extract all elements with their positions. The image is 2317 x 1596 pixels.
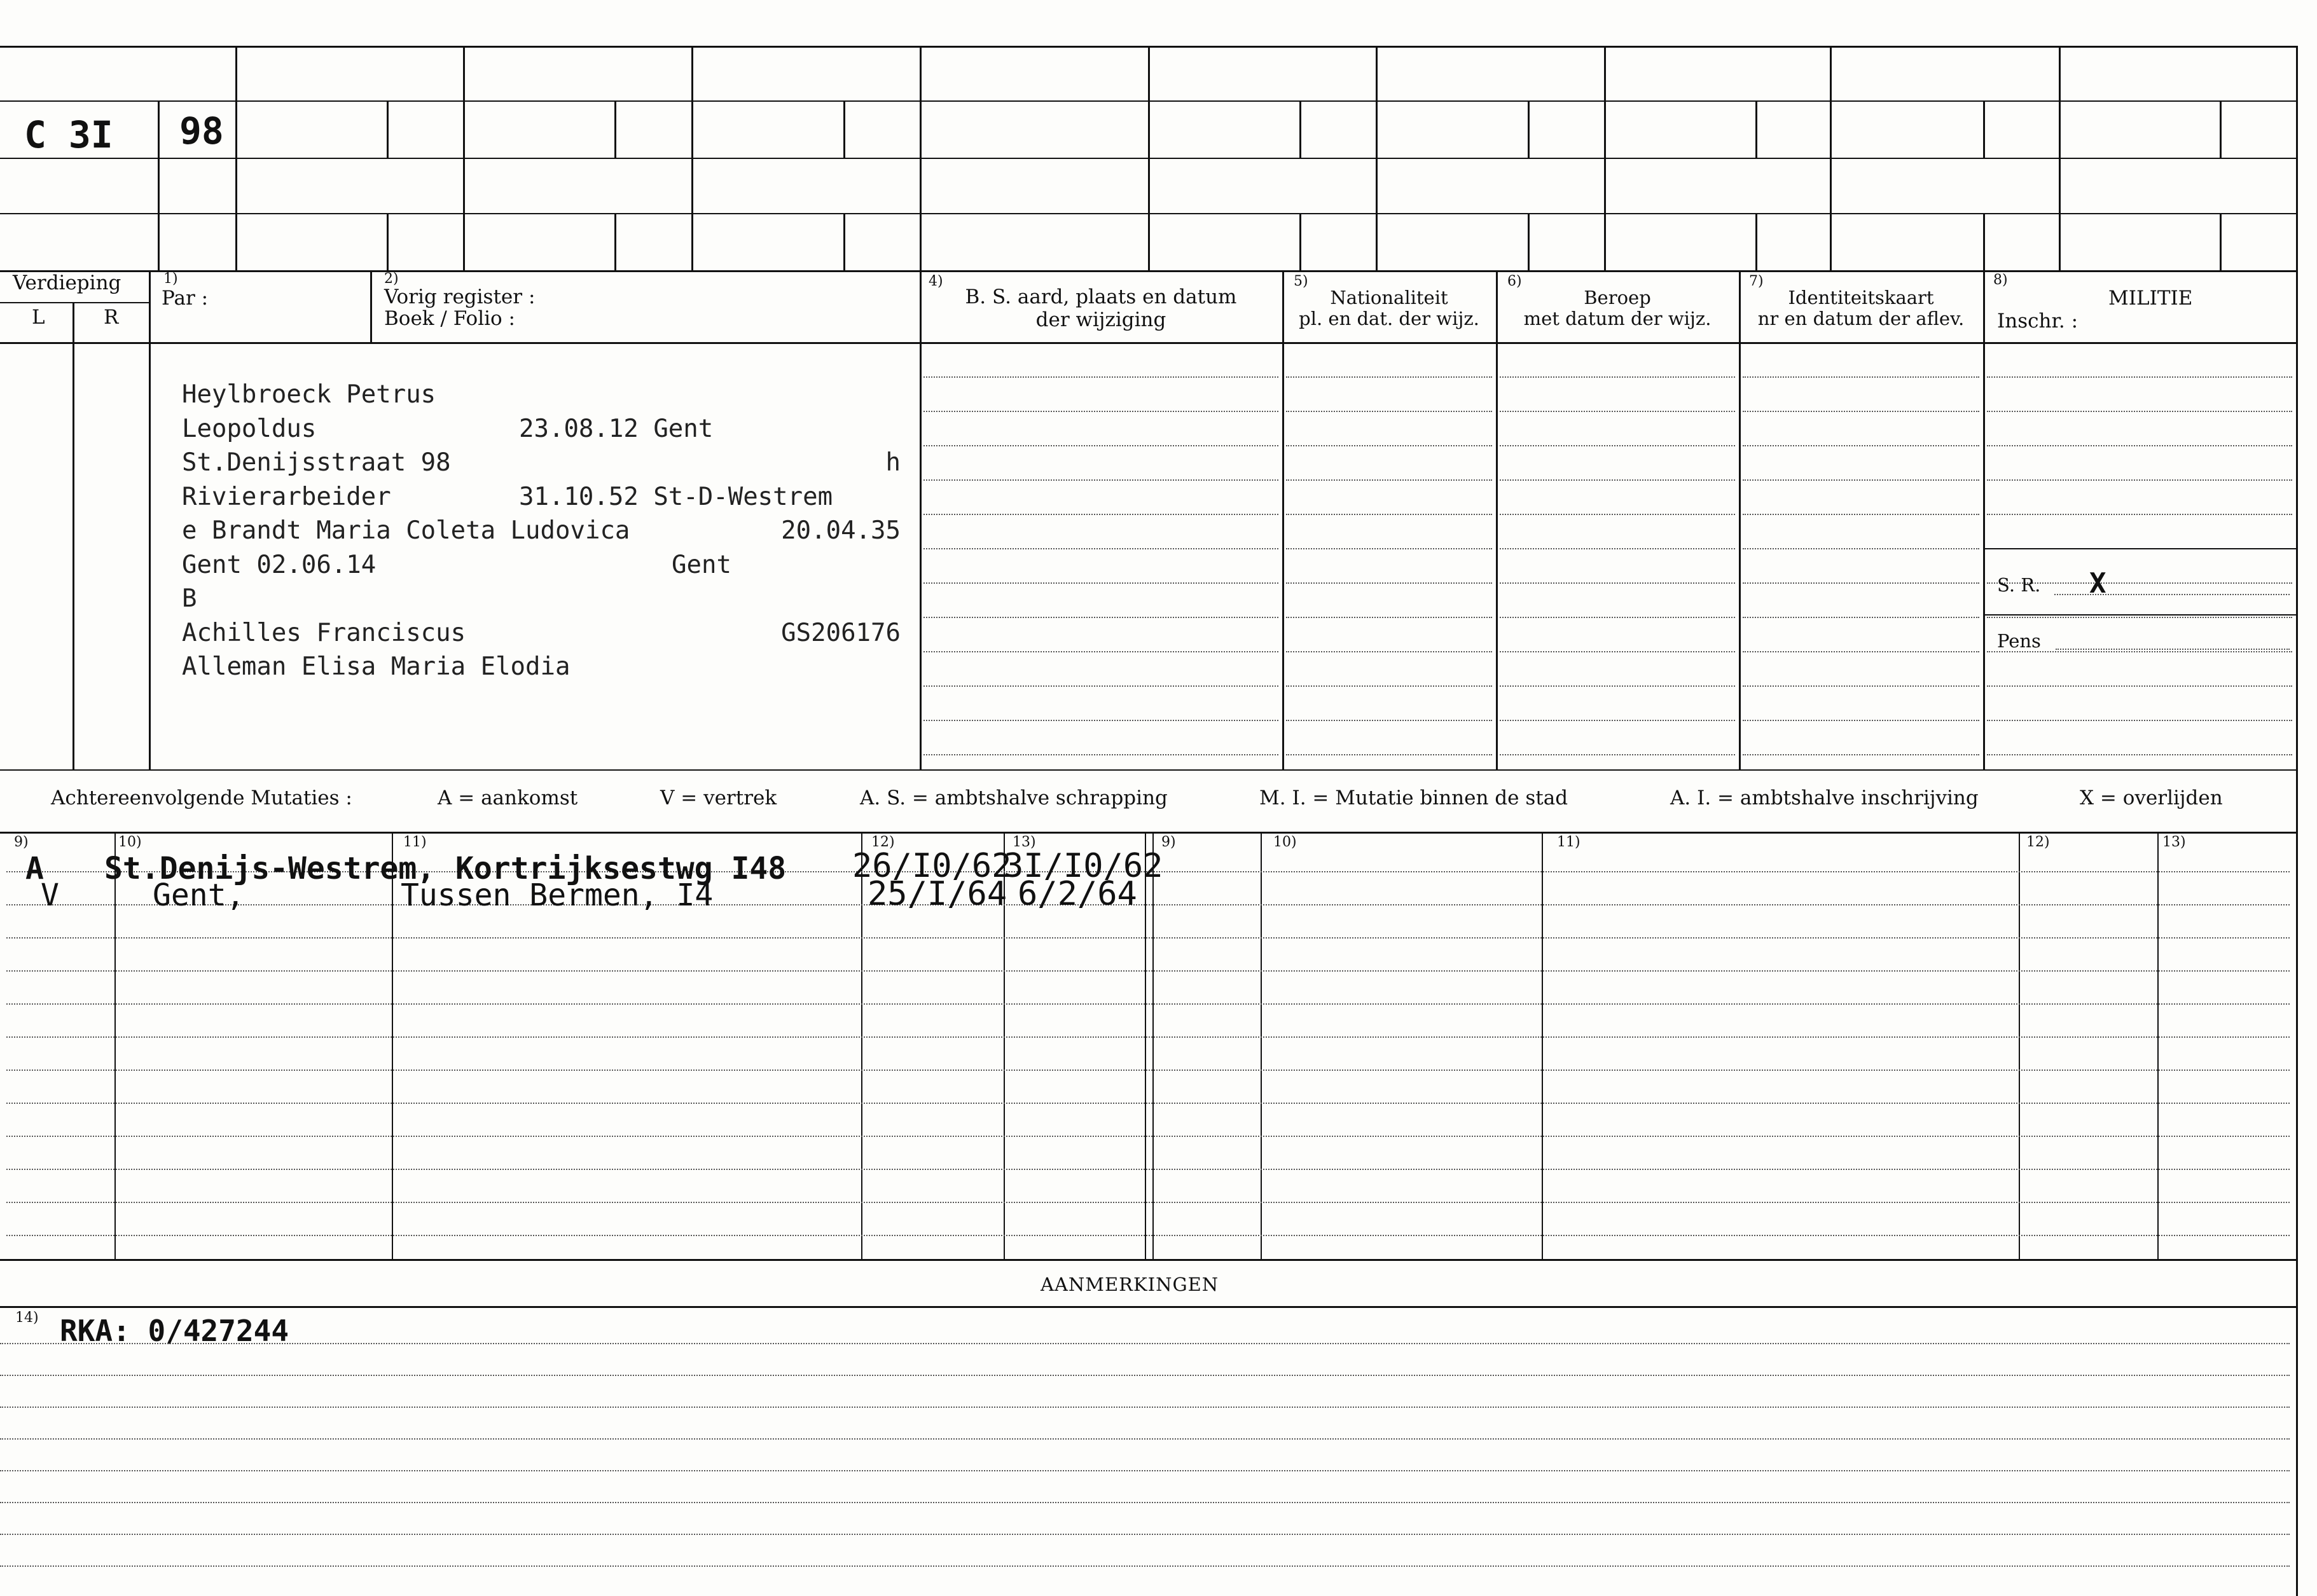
person-line-left: e Brandt Maria Coleta Ludovica <box>182 516 630 545</box>
registration-label: Inschr. : <box>1997 310 2078 333</box>
grid-subdivider <box>2220 213 2222 270</box>
person-details <box>182 380 901 687</box>
book-folio-label: Boek / Folio : <box>384 307 515 330</box>
mutation-column-line <box>2019 832 2020 1259</box>
card-code-left: C 3I <box>24 113 113 156</box>
grid-divider <box>158 100 160 270</box>
column-divider <box>73 302 74 769</box>
person-line-right: GS206176 <box>781 618 901 647</box>
grid-subdivider <box>614 100 616 158</box>
mutation-column-line <box>392 832 393 1259</box>
ruled-line <box>1500 376 1735 378</box>
grid-subdivider <box>387 100 389 158</box>
ruled-line <box>1987 411 2292 412</box>
military-label: MILITIE <box>2108 287 2193 310</box>
remarks-rule <box>0 1343 2290 1344</box>
pension-dotted-line <box>2056 649 2290 650</box>
grid-divider <box>2059 46 2061 270</box>
person-line-left: B <box>182 584 197 613</box>
field-number: 6) <box>1507 273 1522 289</box>
ruled-line <box>1286 754 1492 755</box>
profession-line-1: Beroep <box>1584 287 1651 308</box>
person-line-left: Rivierarbeider <box>182 482 391 511</box>
ruled-line <box>1743 754 1979 755</box>
grid-subdivider <box>1755 213 1757 270</box>
mutations-legend-title: Achtereenvolgende Mutaties : <box>51 787 352 809</box>
field-number: 1) <box>163 271 178 287</box>
legend-strike-off: A. S. = ambtshalve schrapping <box>860 787 1168 809</box>
grid-subdivider <box>1528 213 1530 270</box>
col-number: 9) <box>14 834 29 850</box>
grid-subdivider <box>843 100 845 158</box>
person-line-middle: Gent <box>672 550 731 579</box>
ruled-line <box>1743 685 1979 687</box>
ruled-line <box>1286 445 1492 446</box>
ruled-line <box>923 754 1278 755</box>
mutation-date-in: 26/I0/62 <box>852 847 1012 885</box>
militie-divider <box>1983 614 2296 616</box>
ruled-line <box>923 445 1278 446</box>
mutation-column-line <box>861 832 862 1259</box>
person-line <box>182 551 901 585</box>
field-number: 4) <box>929 273 943 289</box>
ruled-line <box>1286 582 1492 584</box>
column-divider <box>1282 270 1284 769</box>
ruled-line <box>923 617 1278 618</box>
ruled-line <box>1987 514 2292 515</box>
grid-subdivider <box>1299 100 1301 158</box>
ruled-line <box>1987 685 2292 687</box>
ruled-line <box>1286 685 1492 687</box>
mutation-row-rule <box>6 1169 2290 1170</box>
mutation-column-line <box>2157 832 2159 1259</box>
ruled-line <box>923 411 1278 412</box>
col-number: 9) <box>1161 834 1176 850</box>
grid-subdivider <box>1528 100 1530 158</box>
section-line <box>0 769 2296 771</box>
mutation-type: A <box>25 851 44 886</box>
col-number: 11) <box>1557 834 1580 850</box>
ruled-line <box>1743 411 1979 412</box>
ruled-line <box>1743 720 1979 721</box>
ruled-line <box>1500 754 1735 755</box>
mutation-type: V <box>41 877 59 913</box>
grid-divider <box>1148 46 1150 270</box>
ruled-line <box>1743 479 1979 481</box>
ruled-line <box>1743 651 1979 652</box>
ruled-line <box>1743 548 1979 549</box>
column-divider <box>1983 270 1985 769</box>
field-number: 7) <box>1749 273 1764 289</box>
grid-divider <box>691 46 693 270</box>
person-right-border <box>920 342 922 769</box>
person-line-right: 20.04.35 <box>781 516 901 545</box>
legend-internal-move: M. I. = Mutatie binnen de stad <box>1259 787 1568 809</box>
mutation-street: Kortrijksestwg I48 <box>455 851 787 886</box>
field-number: 8) <box>1993 272 2008 288</box>
grid-divider <box>1830 46 1832 270</box>
mutation-row-rule <box>6 937 2290 939</box>
ruled-line <box>923 582 1278 584</box>
card-code-right: 98 <box>179 109 224 153</box>
ruled-line <box>1500 514 1735 515</box>
sr-mark: X <box>2089 567 2106 600</box>
person-line-middle: 23.08.12 Gent <box>519 414 714 443</box>
field-number: 2) <box>384 271 399 287</box>
civil-status-line-1: B. S. aard, plaats en datum <box>965 285 1237 308</box>
remarks-rule <box>0 1438 2290 1440</box>
nationality-line-2: pl. en dat. der wijz. <box>1299 308 1479 330</box>
ruled-line <box>1286 651 1492 652</box>
identity-card-label <box>1739 287 1983 330</box>
ruled-line <box>1500 479 1735 481</box>
col-number: 10) <box>1273 834 1297 850</box>
mutation-column-line <box>1145 832 1146 1259</box>
person-line <box>182 516 901 551</box>
ruled-line <box>1500 445 1735 446</box>
grid-divider <box>1376 46 1378 270</box>
grid-subdivider <box>1299 213 1301 270</box>
col-number: 11) <box>403 834 427 850</box>
person-line-left: St.Denijsstraat 98 <box>182 448 451 477</box>
remarks-rule <box>0 1534 2290 1535</box>
ruled-line <box>1987 617 2292 618</box>
header-line <box>0 342 2296 344</box>
legend-official-registration: A. I. = ambtshalve inschrijving <box>1670 787 1979 809</box>
previous-register-label: Vorig register : <box>384 285 536 308</box>
grid-bottom <box>0 270 2296 272</box>
grid-subdivider <box>1983 100 1985 158</box>
mutation-column-line <box>1261 832 1262 1259</box>
grid-subdivider <box>843 213 845 270</box>
mutation-street: Tussen Bermen, I4 <box>401 877 714 913</box>
remarks-rule <box>0 1565 2290 1567</box>
grid-subdivider <box>1755 100 1757 158</box>
ruled-line <box>1500 685 1735 687</box>
mutation-column-line <box>1542 832 1543 1259</box>
person-line-left: Alleman Elisa Maria Elodia <box>182 652 571 681</box>
mutation-row-rule <box>6 1235 2290 1236</box>
ruled-line <box>923 651 1278 652</box>
ruled-line <box>1286 720 1492 721</box>
mutation-date-out: 6/2/64 <box>1018 875 1137 913</box>
ruled-line <box>1286 411 1492 412</box>
mutation-date-out: 3I/I0/62 <box>1004 847 1163 885</box>
right-edge <box>2296 46 2298 1596</box>
nationality-label <box>1282 287 1496 330</box>
ruled-line <box>923 479 1278 481</box>
ruled-line <box>1743 582 1979 584</box>
person-line <box>182 652 901 687</box>
ruled-line <box>1987 720 2292 721</box>
mutation-row-rule <box>6 1070 2290 1071</box>
mutation-row-rule <box>6 1136 2290 1137</box>
grid-divider <box>920 46 922 270</box>
person-line <box>182 483 901 517</box>
person-line-left: Leopoldus <box>182 414 317 443</box>
profession-line-2: met datum der wijz. <box>1523 308 1712 330</box>
ruled-line <box>923 376 1278 378</box>
ruled-line <box>1500 582 1735 584</box>
col-number: 13) <box>1013 834 1036 850</box>
grid-subdivider <box>614 213 616 270</box>
mutation-date-in: 25/I/64 <box>868 875 1007 913</box>
ruled-line <box>1743 445 1979 446</box>
mutation-column-line <box>114 832 116 1259</box>
ruled-line <box>1500 651 1735 652</box>
ruled-line <box>1286 514 1492 515</box>
remarks-rule <box>0 1470 2290 1471</box>
remarks-rule <box>0 1375 2290 1376</box>
legend-death: X = overlijden <box>2080 787 2223 809</box>
civil-status-line-2: der wijziging <box>1035 308 1166 331</box>
col-number: 12) <box>871 834 895 850</box>
ruled-line <box>1987 479 2292 481</box>
remarks-title: AANMERKINGEN <box>1041 1274 1219 1295</box>
person-line-right: h <box>885 448 901 477</box>
mutations-top <box>0 832 2296 834</box>
ruled-line <box>1286 376 1492 378</box>
column-divider <box>149 270 151 769</box>
ruled-line <box>1743 617 1979 618</box>
grid-divider <box>1604 46 1606 270</box>
column-divider <box>370 270 372 342</box>
par-label: Par : <box>162 287 209 310</box>
ruled-line <box>923 548 1278 549</box>
grid-subdivider <box>387 213 389 270</box>
col-number: 13) <box>2162 834 2186 850</box>
sr-label: S. R. <box>1997 574 2041 596</box>
mutation-row-rule <box>6 904 2290 905</box>
person-line-left: Heylbroeck Petrus <box>182 380 436 409</box>
floor-left-label: L <box>32 306 45 329</box>
mutation-row-rule <box>6 1202 2290 1203</box>
grid-divider <box>463 46 465 270</box>
column-divider <box>1739 270 1741 769</box>
legend-departure: V = vertrek <box>660 787 777 809</box>
person-line <box>182 619 901 653</box>
remarks-rule <box>0 1502 2290 1503</box>
mutation-place: Gent, <box>153 877 245 913</box>
grid-subdivider <box>1983 213 1985 270</box>
person-line <box>182 448 901 483</box>
militie-divider <box>1983 548 2296 549</box>
remarks-number: 14) <box>15 1310 39 1326</box>
identity-card-line-1: Identiteitskaart <box>1788 287 1934 308</box>
mutation-row-rule <box>6 970 2290 972</box>
verdieping-label: Verdieping <box>13 272 121 294</box>
mutation-row-rule <box>6 1003 2290 1005</box>
ruled-line <box>1987 445 2292 446</box>
col-number: 10) <box>118 834 142 850</box>
mutation-row-rule <box>6 1103 2290 1104</box>
identity-card-line-2: nr en datum der aflev. <box>1757 308 1965 330</box>
ruled-line <box>1286 479 1492 481</box>
legend-arrival: A = aankomst <box>438 787 578 809</box>
verdieping-split <box>0 302 149 303</box>
ruled-line <box>1286 548 1492 549</box>
remarks-line <box>0 1306 2296 1308</box>
floor-right-label: R <box>104 306 119 329</box>
ruled-line <box>923 720 1278 721</box>
grid-divider <box>235 46 237 270</box>
remarks-text: RKA: 0/427244 <box>60 1314 289 1348</box>
grid-subdivider <box>2220 100 2222 158</box>
ruled-line <box>1743 514 1979 515</box>
mutation-column-line <box>1152 832 1154 1259</box>
ruled-line <box>1500 720 1735 721</box>
ruled-line <box>923 514 1278 515</box>
profession-label <box>1496 287 1739 330</box>
ruled-line <box>1987 376 2292 378</box>
mutations-bottom <box>0 1259 2296 1261</box>
mutation-place: St.Denijs-Westrem, <box>104 851 436 886</box>
remarks-rule <box>0 1407 2290 1408</box>
mutation-row-rule <box>6 1036 2290 1038</box>
ruled-line <box>923 685 1278 687</box>
person-line-left: Achilles Franciscus <box>182 618 466 647</box>
col-number: 12) <box>2026 834 2050 850</box>
ruled-line <box>1743 376 1979 378</box>
ruled-line <box>1500 548 1735 549</box>
field-number: 5) <box>1294 273 1308 289</box>
ruled-line <box>1987 754 2292 755</box>
person-line-middle: 31.10.52 St-D-Westrem <box>519 482 833 511</box>
person-line-left: Gent 02.06.14 <box>182 550 377 579</box>
person-line <box>182 380 901 415</box>
civil-status-label <box>920 286 1282 331</box>
ruled-line <box>1500 617 1735 618</box>
column-divider <box>1496 270 1498 769</box>
nationality-line-1: Nationaliteit <box>1330 287 1448 308</box>
ruled-line <box>1286 617 1492 618</box>
ruled-line <box>1500 411 1735 412</box>
pension-label: Pens <box>1997 630 2041 652</box>
person-line <box>182 415 901 449</box>
person-line <box>182 584 901 619</box>
